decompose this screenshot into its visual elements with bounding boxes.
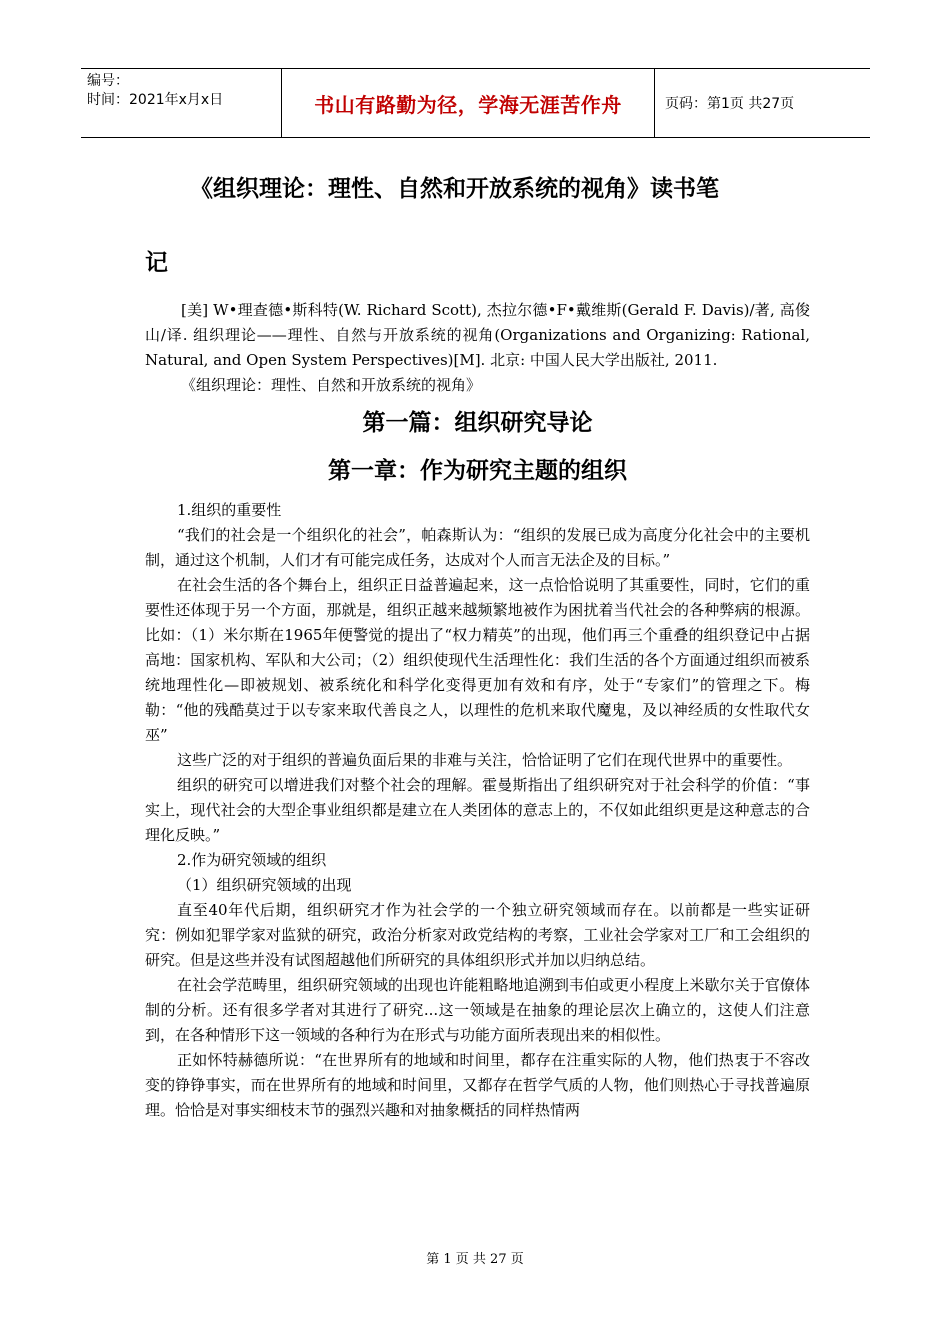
header-page-cell bbox=[655, 69, 870, 137]
document-header bbox=[81, 68, 870, 138]
chapter-heading: 第一章：作为研究主题的组织 bbox=[328, 458, 627, 484]
paragraph: 2.作为研究领域的组织 bbox=[177, 851, 327, 869]
part-heading: 第一篇：组织研究导论 bbox=[362, 410, 593, 436]
page-info: 页码：第1页 共27页 bbox=[665, 96, 795, 112]
number-label: 编号： bbox=[87, 73, 129, 89]
paragraph: “我们的社会是一个组织化的社会”，帕森斯认为：“组织的发展已成为高度分化社会中的主要机制，通过这个机制，人们才有可能完成任务，达成对个人而言无法企及的目标。” bbox=[145, 526, 810, 569]
paragraph: 正如怀特赫德所说：“在世界所有的地域和时间里，都存在注重实际的人物，他们热衷于不容改变的铮铮事实，而在世界所有的地域和时间里，又都存在哲学气质的人物，他们则热心于寻找普遍原理。恰恰是对事实细枝末节的强烈兴趣和对抽象概括的同样热情两 bbox=[145, 1051, 810, 1119]
page-footer: 第 1 页 共 27 页 bbox=[426, 1252, 524, 1267]
paragraph: 1.组织的重要性 bbox=[177, 501, 282, 519]
header-meta-cell bbox=[81, 69, 282, 137]
paragraph: 在社会学范畴里，组织研究领域的出现也许能粗略地追溯到韦伯或更小程度上米歇尔关于官僚体制的分析。还有很多学者对其进行了研究...这一领域是在抽象的理论层次上确立的，这使人们注意到，在各种情形下这一领域的各种行为在形式与功能方面所表现出来的相似性。 bbox=[145, 976, 810, 1044]
reference-citation: [美] W•理查德•斯科特(W. Richard Scott), 杰拉尔德•F•戴维斯(Gerald F. Davis)/著, 高俊山/译. 组织理论——理性、自然与开放系统的视角(Organizations and Organizing: Rational, Natural, and Open System Perspectives)[M]. 北京: 中国人民大学出版社, 2011. bbox=[145, 301, 810, 369]
paragraph: 直至40年代后期，组织研究才作为社会学的一个独立研究领域而存在。以前都是一些实证研究：例如犯罪学家对监狱的研究，政治分析家对政党结构的考察，工业社会学家对工厂和工会组织的研究。但是这些并没有试图超越他们所研究的具体组织形式并加以归纳总结。 bbox=[145, 901, 810, 969]
paragraph: 组织的研究可以增进我们对整个社会的理解。霍曼斯指出了组织研究对于社会科学的价值：“事实上，现代社会的大型企事业组织都是建立在人类团体的意志上的，不仅如此组织更是这种意志的合理化反映。” bbox=[145, 776, 810, 844]
paragraph: 在社会生活的各个舞台上，组织正日益普遍起来，这一点恰恰说明了其重要性，同时，它们的重要性还体现于另一个方面，那就是，组织正越来越频繁地被作为困扰着当代社会的各种弊病的根源。比如：（1）米尔斯在1965年便警觉的提出了“权力精英”的出现，他们再三个重叠的组织登记中占据高地：国家机构、军队和大公司；（2）组织使现代生活理性化：我们生活的各个方面通过组织而被系统地理性化—即被规划、被系统化和科学化变得更加有效和有序，处于“专家们”的管理之下。梅勒：“他的残酷莫过于以专家来取代善良之人，以理性的危机来取代魔鬼，及以神经质的女性取代女巫” bbox=[145, 576, 810, 744]
document-title-line1: 《组织理论：理性、自然和开放系统的视角》读书笔 bbox=[190, 176, 719, 202]
document-body bbox=[145, 298, 810, 1123]
book-title-line: 《组织理论：理性、自然和开放系统的视角》 bbox=[181, 376, 482, 394]
date-line: 时间：2021年x月x日 bbox=[87, 92, 224, 108]
paragraph: 这些广泛的对于组织的普遍负面后果的非难与关注，恰恰证明了它们在现代世界中的重要性。 bbox=[177, 751, 793, 769]
motto-text: 书山有路勤为径，学海无涯苦作舟 bbox=[314, 92, 622, 117]
header-motto-cell bbox=[282, 69, 655, 137]
paragraph: （1）组织研究领域的出现 bbox=[177, 876, 352, 894]
document-title-line2: 记 bbox=[145, 250, 168, 276]
